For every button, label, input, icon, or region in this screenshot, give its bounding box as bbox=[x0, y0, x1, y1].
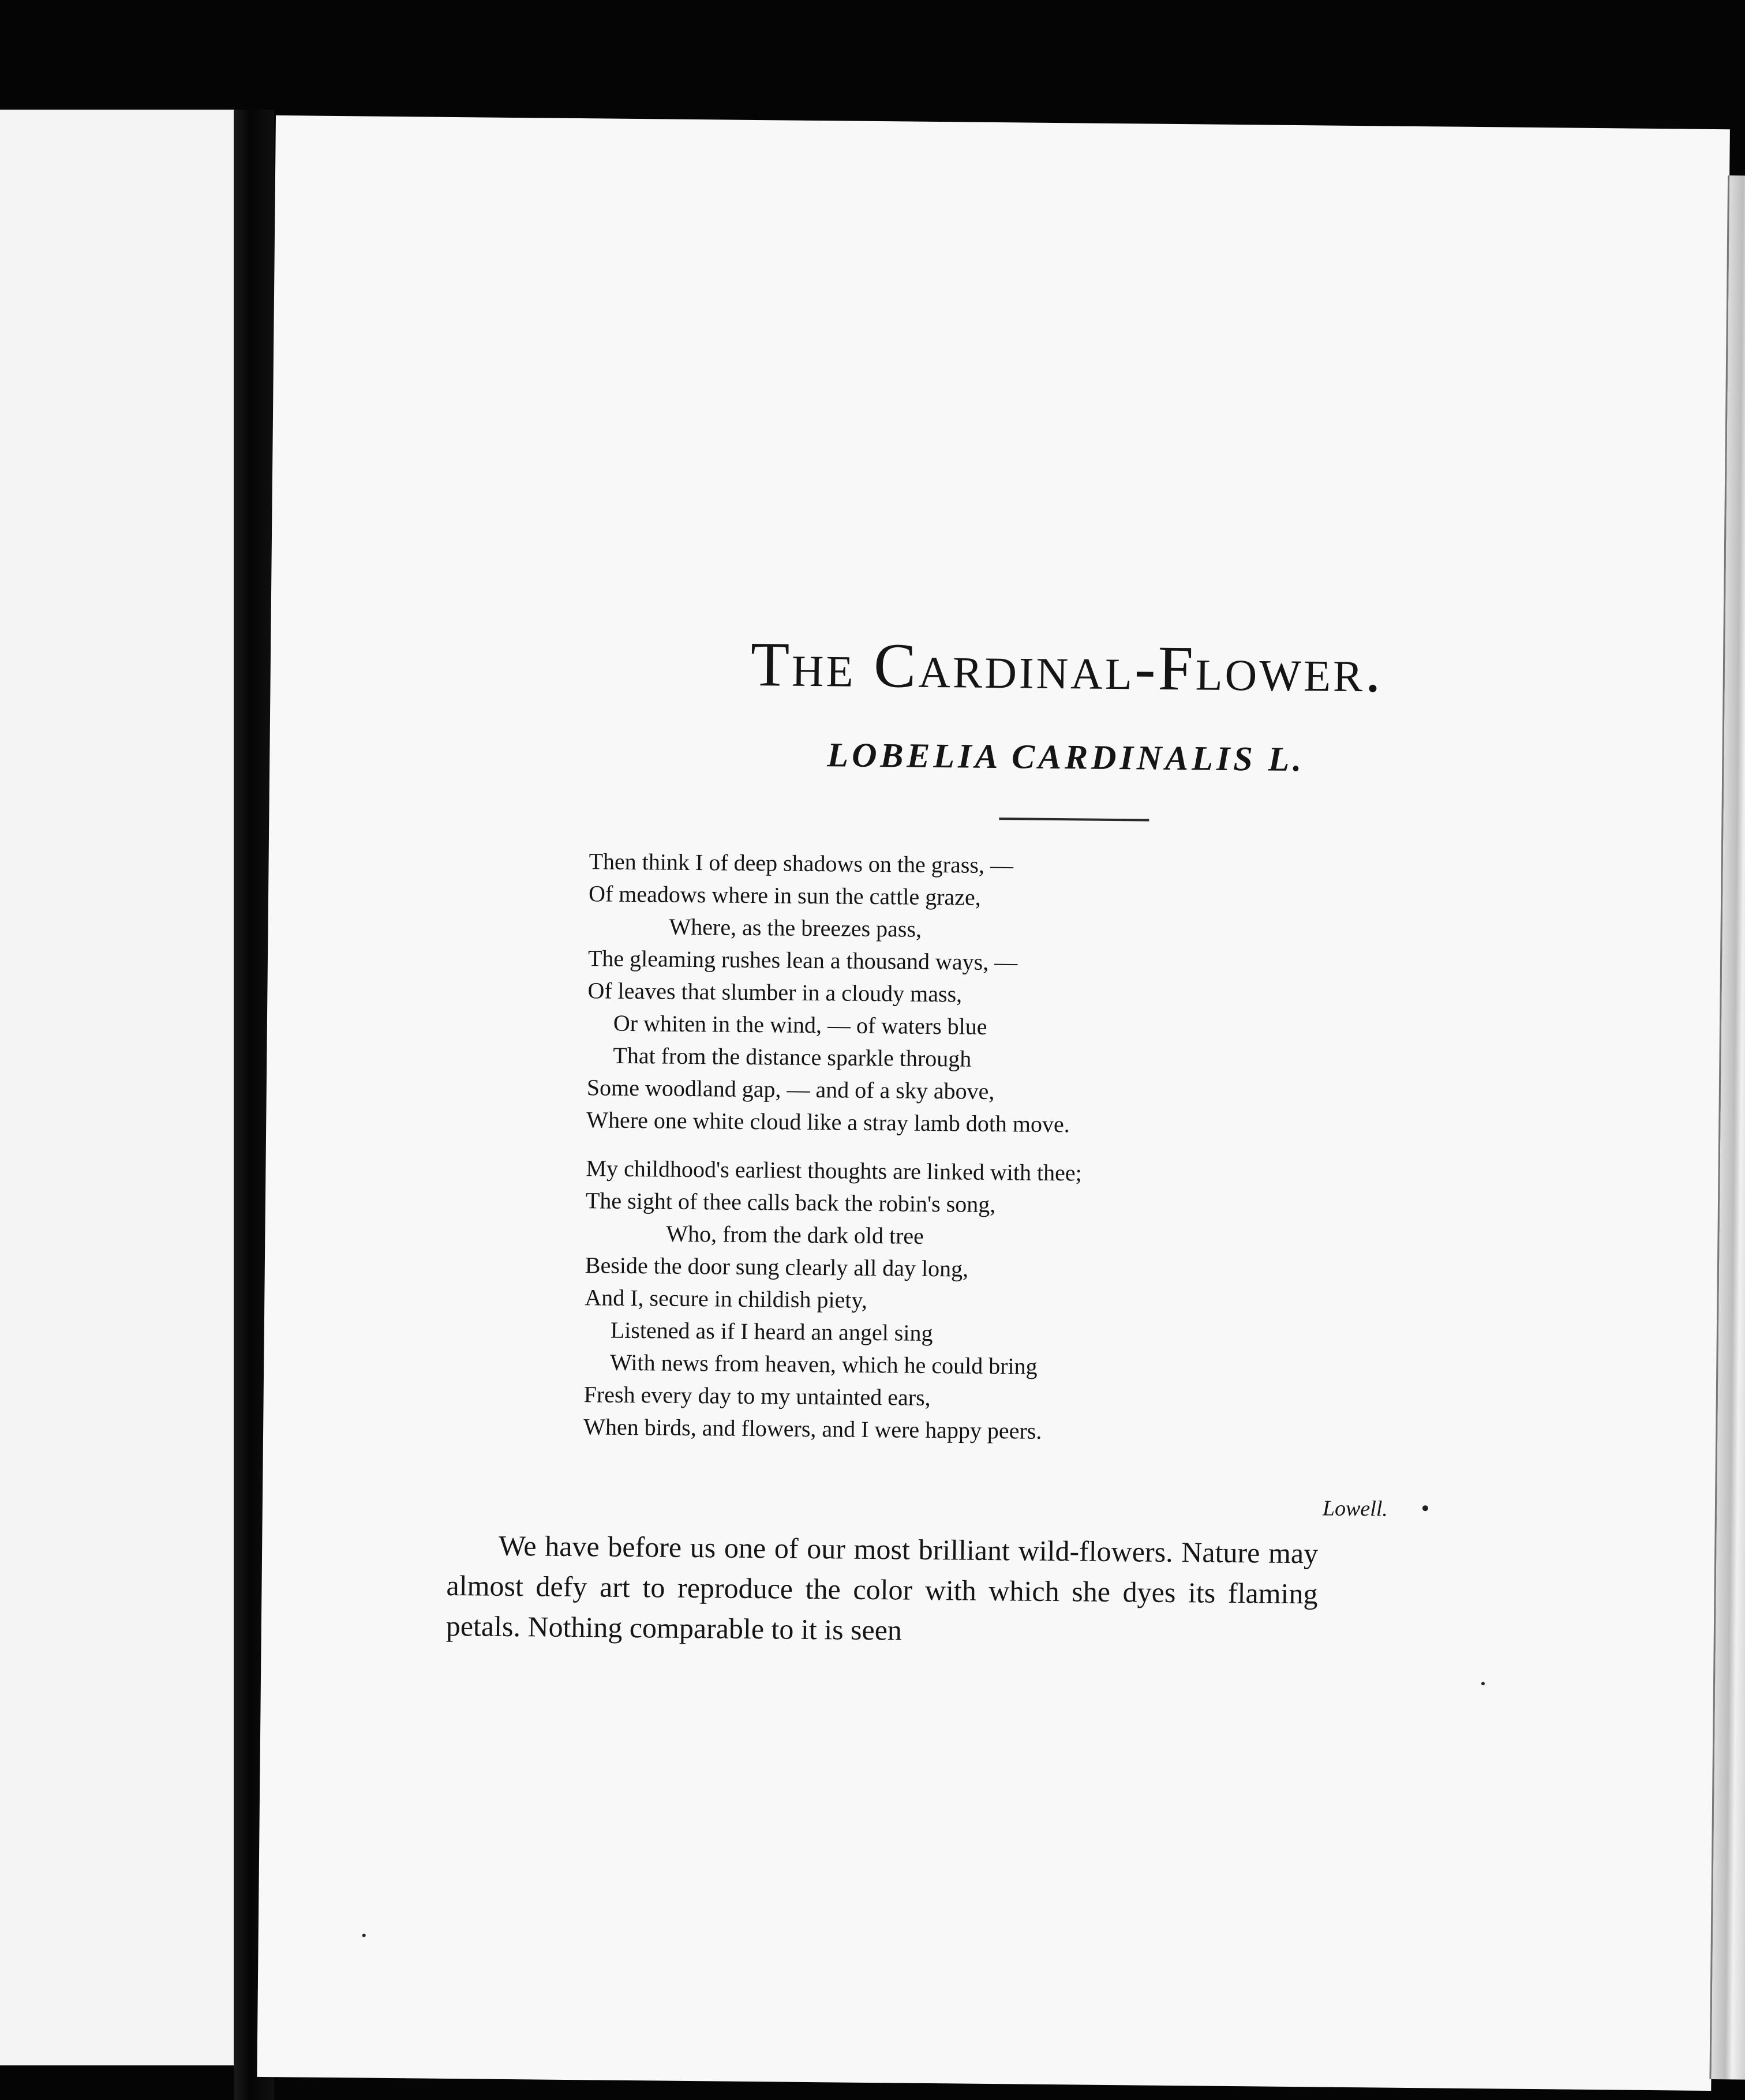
poem-line: The sight of thee calls back the robin's song, bbox=[585, 1187, 996, 1218]
poem-line: Of leaves that slumber in a cloudy mass, bbox=[587, 977, 963, 1007]
poem-line: When birds, and flowers, and I were happy peers. bbox=[583, 1413, 1042, 1444]
poem-stanza bbox=[583, 1152, 1394, 1450]
print-speck bbox=[1422, 1505, 1428, 1511]
book-page bbox=[257, 115, 1730, 2091]
poem-line: With news from heaven, which he could bring bbox=[610, 1349, 1038, 1379]
poem-line: Of meadows where in sun the cattle graze, bbox=[588, 880, 981, 910]
poem-attribution: Lowell. bbox=[1322, 1496, 1388, 1521]
poem-line: Some woodland gap, — and of a sky above, bbox=[586, 1074, 995, 1105]
poem bbox=[583, 845, 1397, 1467]
poem-line: And I, secure in childish piety, bbox=[585, 1284, 868, 1313]
poem-line: Where one white cloud like a stray lamb doth move. bbox=[586, 1107, 1070, 1138]
poem-line: The gleaming rushes lean a thousand ways, — bbox=[587, 945, 1018, 976]
poem-line: Who, from the dark old tree bbox=[666, 1220, 924, 1249]
poem-line: Listened as if I heard an angel sing bbox=[610, 1317, 933, 1347]
body-paragraph: We have before us one of our most brilliant wild-flowers. Nature may almost defy art to reproduce the color with which she dyes its flaming petals. Nothing comparable to it is seen bbox=[445, 1529, 1319, 1647]
poem-line: Beside the door sung clearly all day long, bbox=[585, 1252, 969, 1282]
poem-line: Fresh every day to my untainted ears, bbox=[583, 1381, 931, 1411]
print-speck bbox=[1481, 1682, 1485, 1685]
poem-line: That from the distance sparkle through bbox=[613, 1042, 972, 1072]
page-title: The Cardinal-Flower. bbox=[750, 628, 1384, 706]
title-divider bbox=[999, 817, 1149, 821]
print-speck bbox=[362, 1934, 366, 1937]
botanical-name: LOBELIA CARDINALIS L. bbox=[827, 736, 1305, 779]
poem-stanza bbox=[586, 845, 1397, 1143]
poem-line: Where, as the breezes pass, bbox=[669, 913, 922, 942]
poem-line: Then think I of deep shadows on the grass, — bbox=[589, 848, 1014, 879]
poem-line: My childhood's earliest thoughts are linked with thee; bbox=[586, 1155, 1082, 1186]
left-facing-page bbox=[0, 110, 234, 2065]
poem-line: Or whiten in the wind, — of waters blue bbox=[613, 1010, 987, 1040]
page-edge bbox=[1709, 175, 1745, 2079]
